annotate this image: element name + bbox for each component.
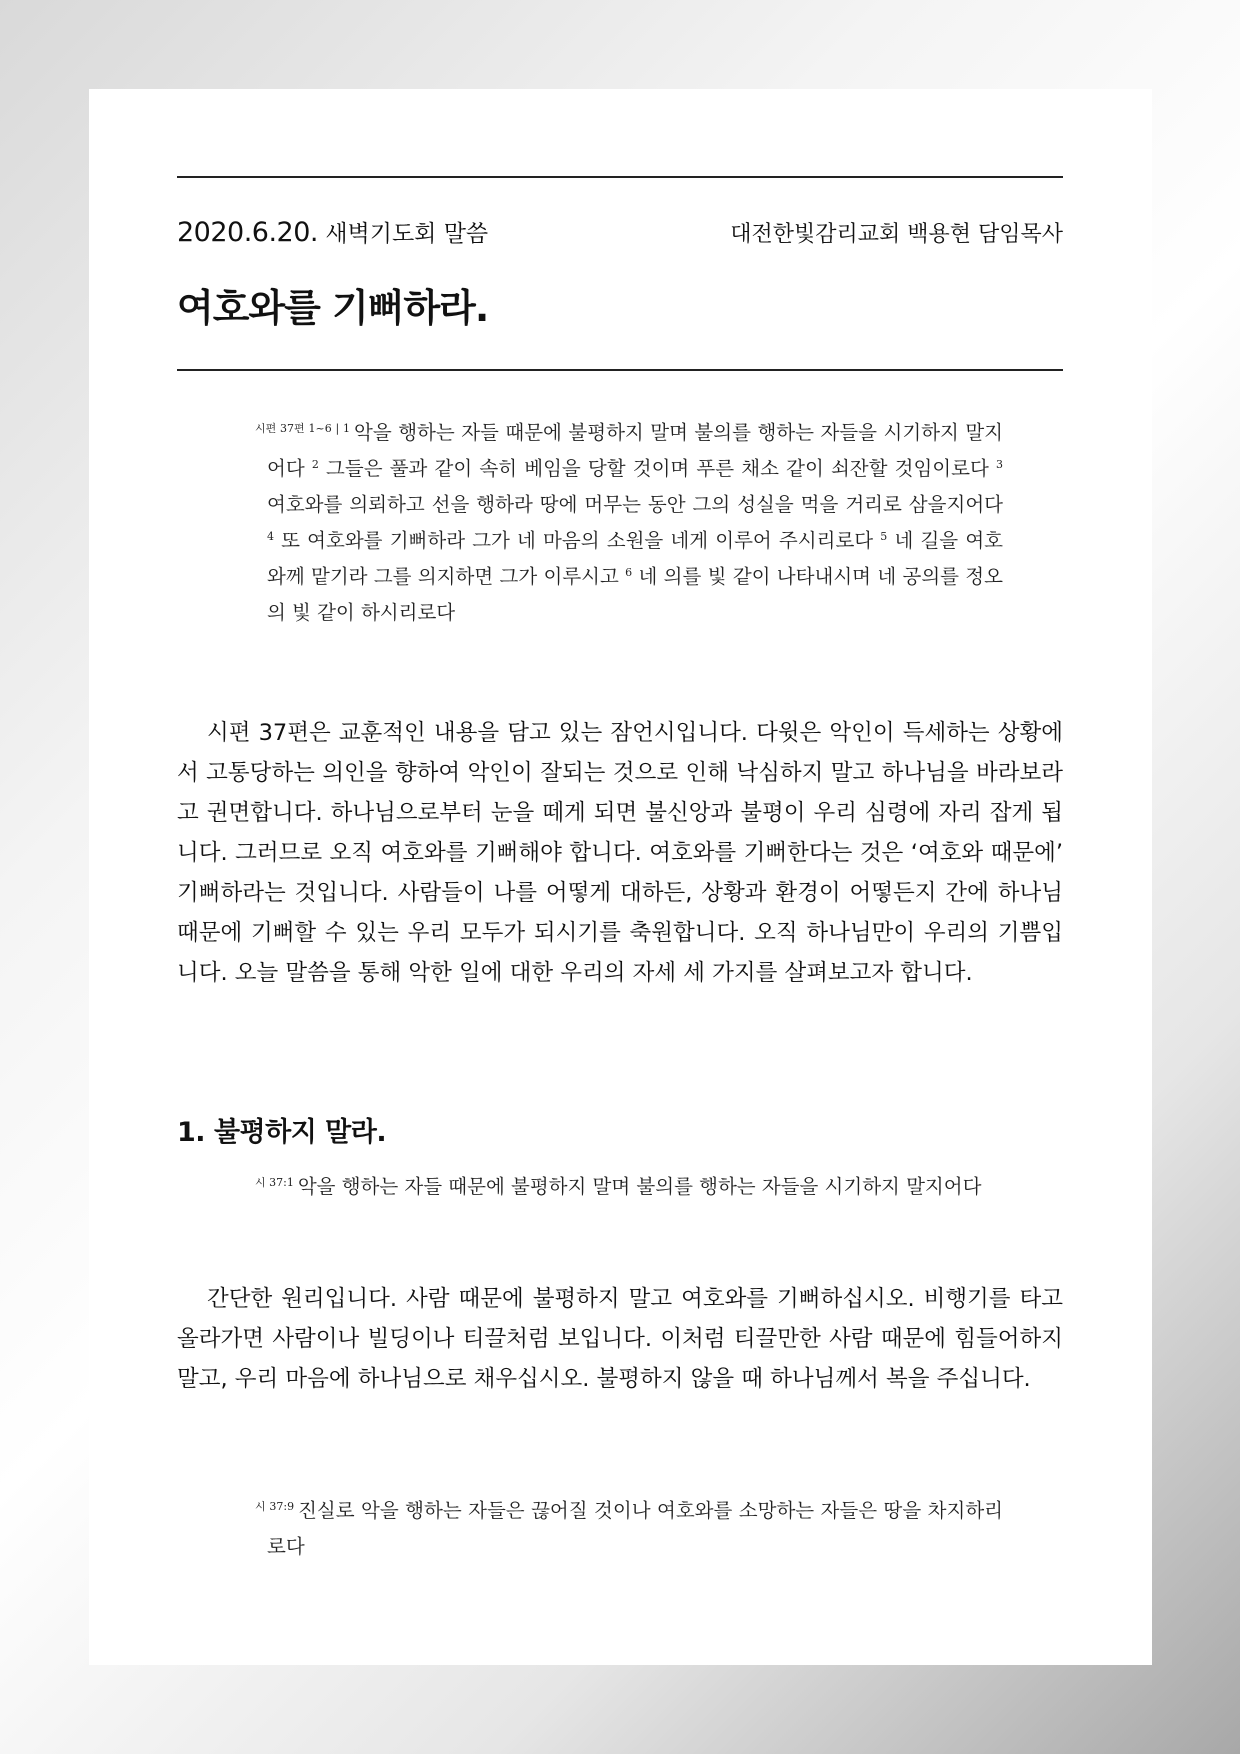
service-name: 새벽기도회 말씀 (325, 221, 489, 247)
verse-5: 네 길을 여호와께 맡기라 그를 의지하면 그가 이루시고 (267, 529, 1003, 588)
verse-2: 그들은 풀과 같이 속히 베임을 당할 것이며 푸른 채소 같이 쇠잔할 것임이로다 (326, 457, 989, 480)
scripture-quote-2 (255, 1489, 1003, 1565)
section-heading-1: 1. 불평하지 말라. (177, 1117, 387, 1148)
scripture-quote-1 (255, 1165, 1003, 1205)
bottom-rule (177, 369, 1063, 371)
scripture-text: 악을 행하는 자들 때문에 불평하지 말며 불의를 행하는 자들을 시기하지 말지어다 (297, 1175, 982, 1198)
scripture-text: 진실로 악을 행하는 자들은 끊어질 것이나 여호와를 소망하는 자들은 땅을 차지하리로다 (267, 1499, 1003, 1558)
scripture-ref: 시 37:9 (255, 1500, 295, 1513)
header-meta (177, 215, 1063, 248)
body-paragraph-1: 간단한 원리입니다. 사람 때문에 불평하지 말고 여호와를 기뻐하십시오. 비행기를 타고 올라가면 사람이나 빌딩이나 티끌처럼 보입니다. 이처럼 티끌만한 사람 때문에 힘들어하지 말고, 우리 마음에 하나님으로 채우십시오. 불평하지 않을 때 하나님께서 복을 주십니다. (177, 1286, 1063, 1392)
header-date-service (177, 215, 488, 248)
verse-number: 2 (311, 458, 319, 471)
scripture-passage-main (255, 411, 1003, 631)
verse-4: 또 여호와를 기뻐하라 그가 네 마음의 소원을 네게 이루어 주시리로다 (281, 529, 874, 552)
verse-1: 악을 행하는 자들 때문에 불평하지 말며 불의를 행하는 자들을 시기하지 말지어다 (267, 421, 1004, 480)
body-paragraph-intro: 시편 37편은 교훈적인 내용을 담고 있는 잠언시입니다. 다윗은 악인이 득세하는 상황에서 고통당하는 의인을 향하여 악인이 잘되는 것으로 인해 낙심하지 말고 하나님을 바라보라고 권면합니다. 하나님으로부터 눈을 떼게 되면 불신앙과 불평이 우리 심령에 자리 잡게 됩니다. 그러므로 오직 여호와를 기뻐해야 합니다. 여호와를 기뻐한다는 것은 ‘여호와 때문에’ 기뻐하라는 것입니다. 사람들이 나를 어떻게 대하든, 상황과 환경이 어떻든지 간에 하나님 때문에 기뻐할 수 있는 우리 모두가 되시기를 축원합니다. 오직 하나님만이 우리의 기쁨입니다. 오늘 말씀을 통해 악한 일에 대한 우리의 자세 세 가지를 살펴보고자 합니다. (177, 720, 1063, 986)
scripture-ref: 시 37:1 (255, 1176, 294, 1189)
verse-number: 4 (267, 530, 274, 543)
church-pastor: 대전한빛감리교회 백용현 담임목사 (730, 222, 1063, 247)
verse-6: 네 의를 빛 같이 나타내시며 네 공의를 정오의 빛 같이 하시리로다 (267, 565, 1003, 624)
scripture-ref: 시편 37편 1~6 | 1 (255, 422, 351, 435)
top-rule (177, 176, 1063, 178)
sermon-title: 여호와를 기뻐하라. (177, 286, 489, 330)
verse-3: 여호와를 의뢰하고 선을 행하라 땅에 머무는 동안 그의 성실을 먹을 거리로 삼을지어다 (267, 493, 1003, 516)
document-page (89, 89, 1152, 1665)
sermon-date: 2020.6.20. (177, 217, 318, 248)
verse-number: 5 (880, 530, 888, 543)
verse-number: 3 (996, 458, 1003, 471)
verse-number: 6 (625, 566, 633, 579)
